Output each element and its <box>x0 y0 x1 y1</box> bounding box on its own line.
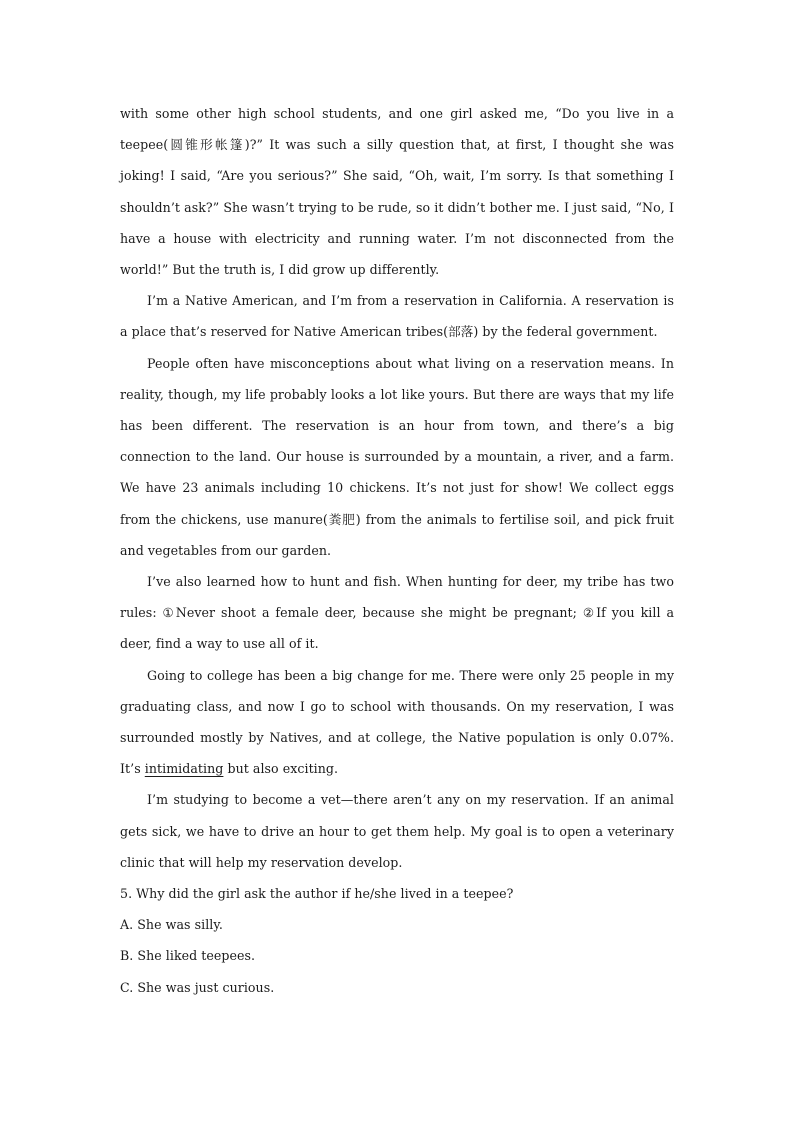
paragraph-5-text-before: Going to college has been a big change for me. There were only 25 people in my graduating class, and now I go to school with thousands. On my reservation, I was surrounded mostly by Natives, and at college, the Native population is only 0.07%. It’s <box>120 667 674 777</box>
paragraph-5-text-after: but also exciting. <box>223 761 339 777</box>
option-b: B. She liked teepees. <box>120 948 256 964</box>
paragraph-5 <box>120 660 674 785</box>
option-a: A. She was silly. <box>120 917 223 933</box>
question-stem: 5. Why did the girl ask the author if he/she lived in a teepee? <box>120 886 514 902</box>
paragraph-4: I’ve also learned how to hunt and fish. When hunting for deer, my tribe has two rules: ①Never shoot a female deer, because she might be pregnant; ②If you kill a deer, find a way to use all of it. <box>120 574 674 652</box>
document-page <box>120 98 674 1003</box>
underlined-word: intimidating <box>144 761 224 777</box>
option-c: C. She was just curious. <box>120 979 275 995</box>
paragraph-6: I’m studying to become a vet—there aren’t any on my reservation. If an animal gets sick, we have to drive an hour to get them help. My goal is to open a veterinary clinic that will help my reservation develop. <box>120 792 674 870</box>
paragraph-3: People often have misconceptions about what living on a reservation means. In reality, though, my life probably looks a lot like yours. But there are ways that my life has been different. The reservation is an hour from town, and there’s a big connection to the land. Our house is surrounded by a mountain, a river, and a farm. We have 23 animals including 10 chickens. It’s not just for show! We collect eggs from the chickens, use manure(粪肥) from the animals to fertilise soil, and pick fruit and vegetables from our garden. <box>120 355 674 558</box>
paragraph-1: with some other high school students, and one girl asked me, “Do you live in a teepee(圆锥形帐篷)?” It was such a silly question that, at first, I thought she was joking! I said, “Are you serious?” She said, “Oh, wait, I’m sorry. Is that something I shouldn’t ask?” She wasn’t trying to be rude, so it didn’t bother me. I just said, “No, I have a house with electricity and running water. I’m not disconnected from the world!” But the truth is, I did grow up differently. <box>120 106 674 278</box>
paragraph-2: I’m a Native American, and I’m from a reservation in California. A reservation is a place that’s reserved for Native American tribes(部落) by the federal government. <box>120 293 674 340</box>
